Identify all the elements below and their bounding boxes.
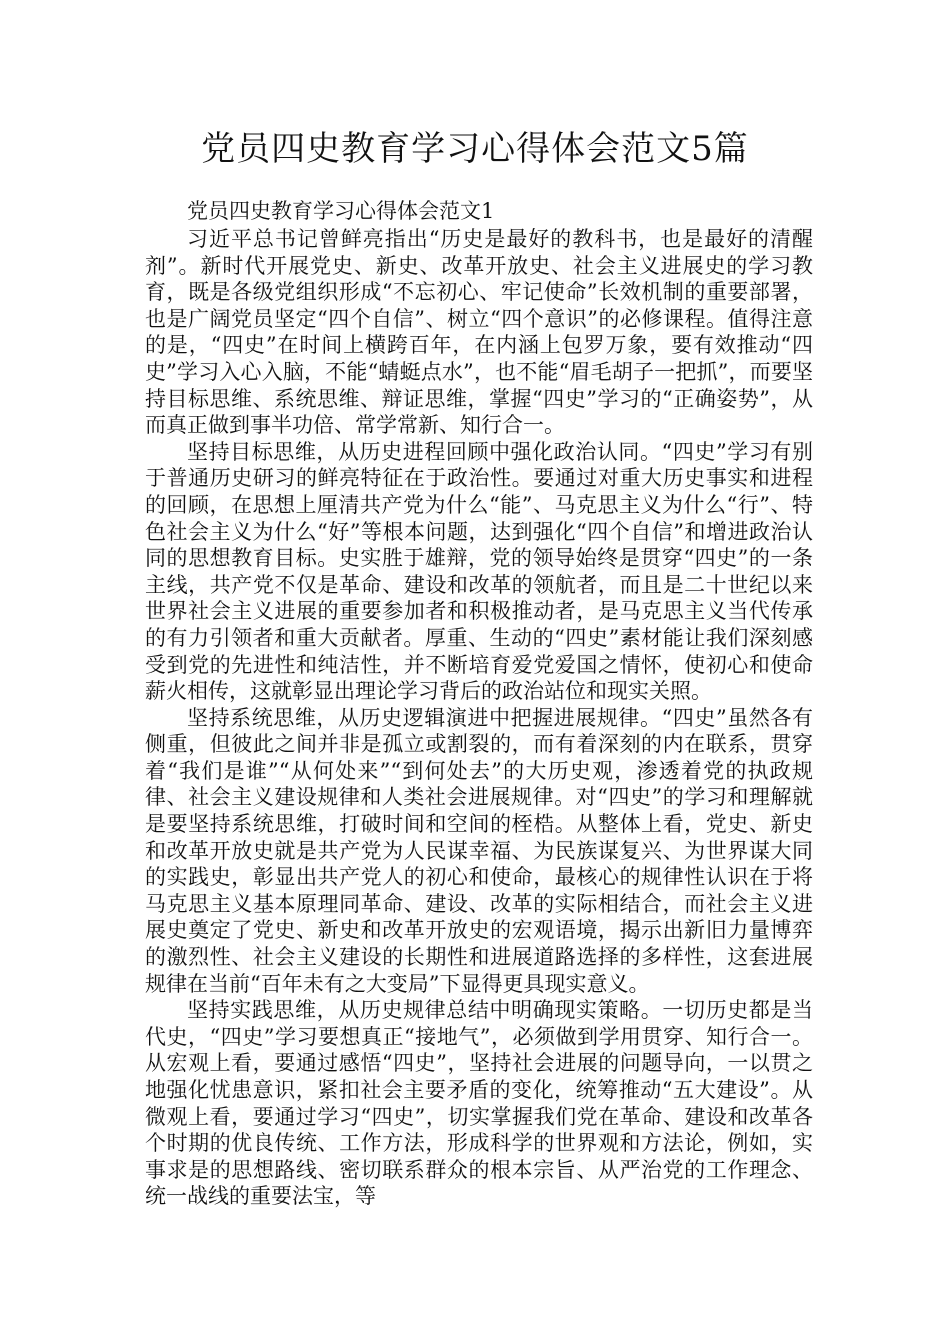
paragraph-practice-thinking: 坚持实践思维，从历史规律总结中明确现实策略。一切历史都是当代史，“四史”学习要想真正“接地气”，必须做到学用贯穿、知行合一。从宏观上看，要通过感悟“四史”，坚持社会进展的问题导向，一以贯之地强化忧患意识，紧扣社会主要矛盾的变化，统筹推动“五大建设”。从微观上看，要通过学习“四史”，切实掌握我们党在革命、建设和改革各个时期的优良传统、工作方法，形成科学的世界观和方法论，例如，实事求是的思想路线、密切联系群众的根本宗旨、从严治党的工作理念、统一战线的重要法宝，等	[145, 998, 813, 1209]
paragraph-intro: 习近平总书记曾鲜亮指出“历史是最好的教科书，也是最好的清醒剂”。新时代开展党史、新史、改革开放史、社会主义进展史的学习教育，既是各级党组织形成“不忘初心、牢记使命”长效机制的重要部署，也是广阔党员坚定“四个自信”、树立“四个意识”的必修课程。值得注意的是，“四史”在时间上横跨百年，在内涵上包罗万象，要有效推动“四史”学习入心入脑，不能“蜻蜓点水”，也不能“眉毛胡子一把抓”，而要坚持目标思维、系统思维、辩证思维，掌握“四史”学习的“正确姿势”，从而真正做到事半功倍、常学常新、知行合一。	[145, 227, 813, 438]
document-body	[145, 196, 813, 1210]
paragraph-goal-thinking: 坚持目标思维，从历史进程回顾中强化政治认同。“四史”学习有别于普通历史研习的鲜亮特征在于政治性。要通过对重大历史事实和进程的回顾，在思想上厘清共产党为什么“能”、马克思主义为什么“行”、特色社会主义为什么“好”等根本问题，达到强化“四个自信”和增进政治认同的思想教育目标。史实胜于雄辩，党的领导始终是贯穿“四史”的一条主线，共产党不仅是革命、建设和改革的领航者，而且是二十世纪以来世界社会主义进展的重要参加者和积极推动者，是马克思主义当代传承的有力引领者和重大贡献者。厚重、生动的“四史”素材能让我们深刻感受到党的先进性和纯洁性，并不断培育爱党爱国之情怀，使初心和使命薪火相传，这就彰显出理论学习背后的政治站位和现实关照。	[145, 439, 813, 704]
document-title: 党员四史教育学习心得体会范文5篇	[201, 129, 749, 169]
paragraph-system-thinking: 坚持系统思维，从历史逻辑演进中把握进展规律。“四史”虽然各有侧重，但彼此之间并非是孤立或割裂的，而有着深刻的内在联系，贯穿着“我们是谁”“从何处来”“到何处去”的大历史观，渗透着党的执政规律、社会主义建设规律和人类社会进展规律。对“四史”的学习和理解就是要坚持系统思维，打破时间和空间的桎梏。从整体上看，党史、新史和改革开放史就是共产党为人民谋幸福、为民族谋复兴、为世界谋大同的实践史，彰显出共产党人的初心和使命，最核心的规律性认识在于将马克思主义基本原理同革命、建设、改革的实际相结合，而社会主义进展史奠定了党史、新史和改革开放史的宏观语境，揭示出新旧力量博弈的激烈性、社会主义建设的长期性和进展道路选择的多样性，这套进展规律在当前“百年未有之大变局”下显得更具现实意义。	[145, 705, 813, 996]
section-subtitle: 党员四史教育学习心得体会范文1	[187, 199, 495, 223]
